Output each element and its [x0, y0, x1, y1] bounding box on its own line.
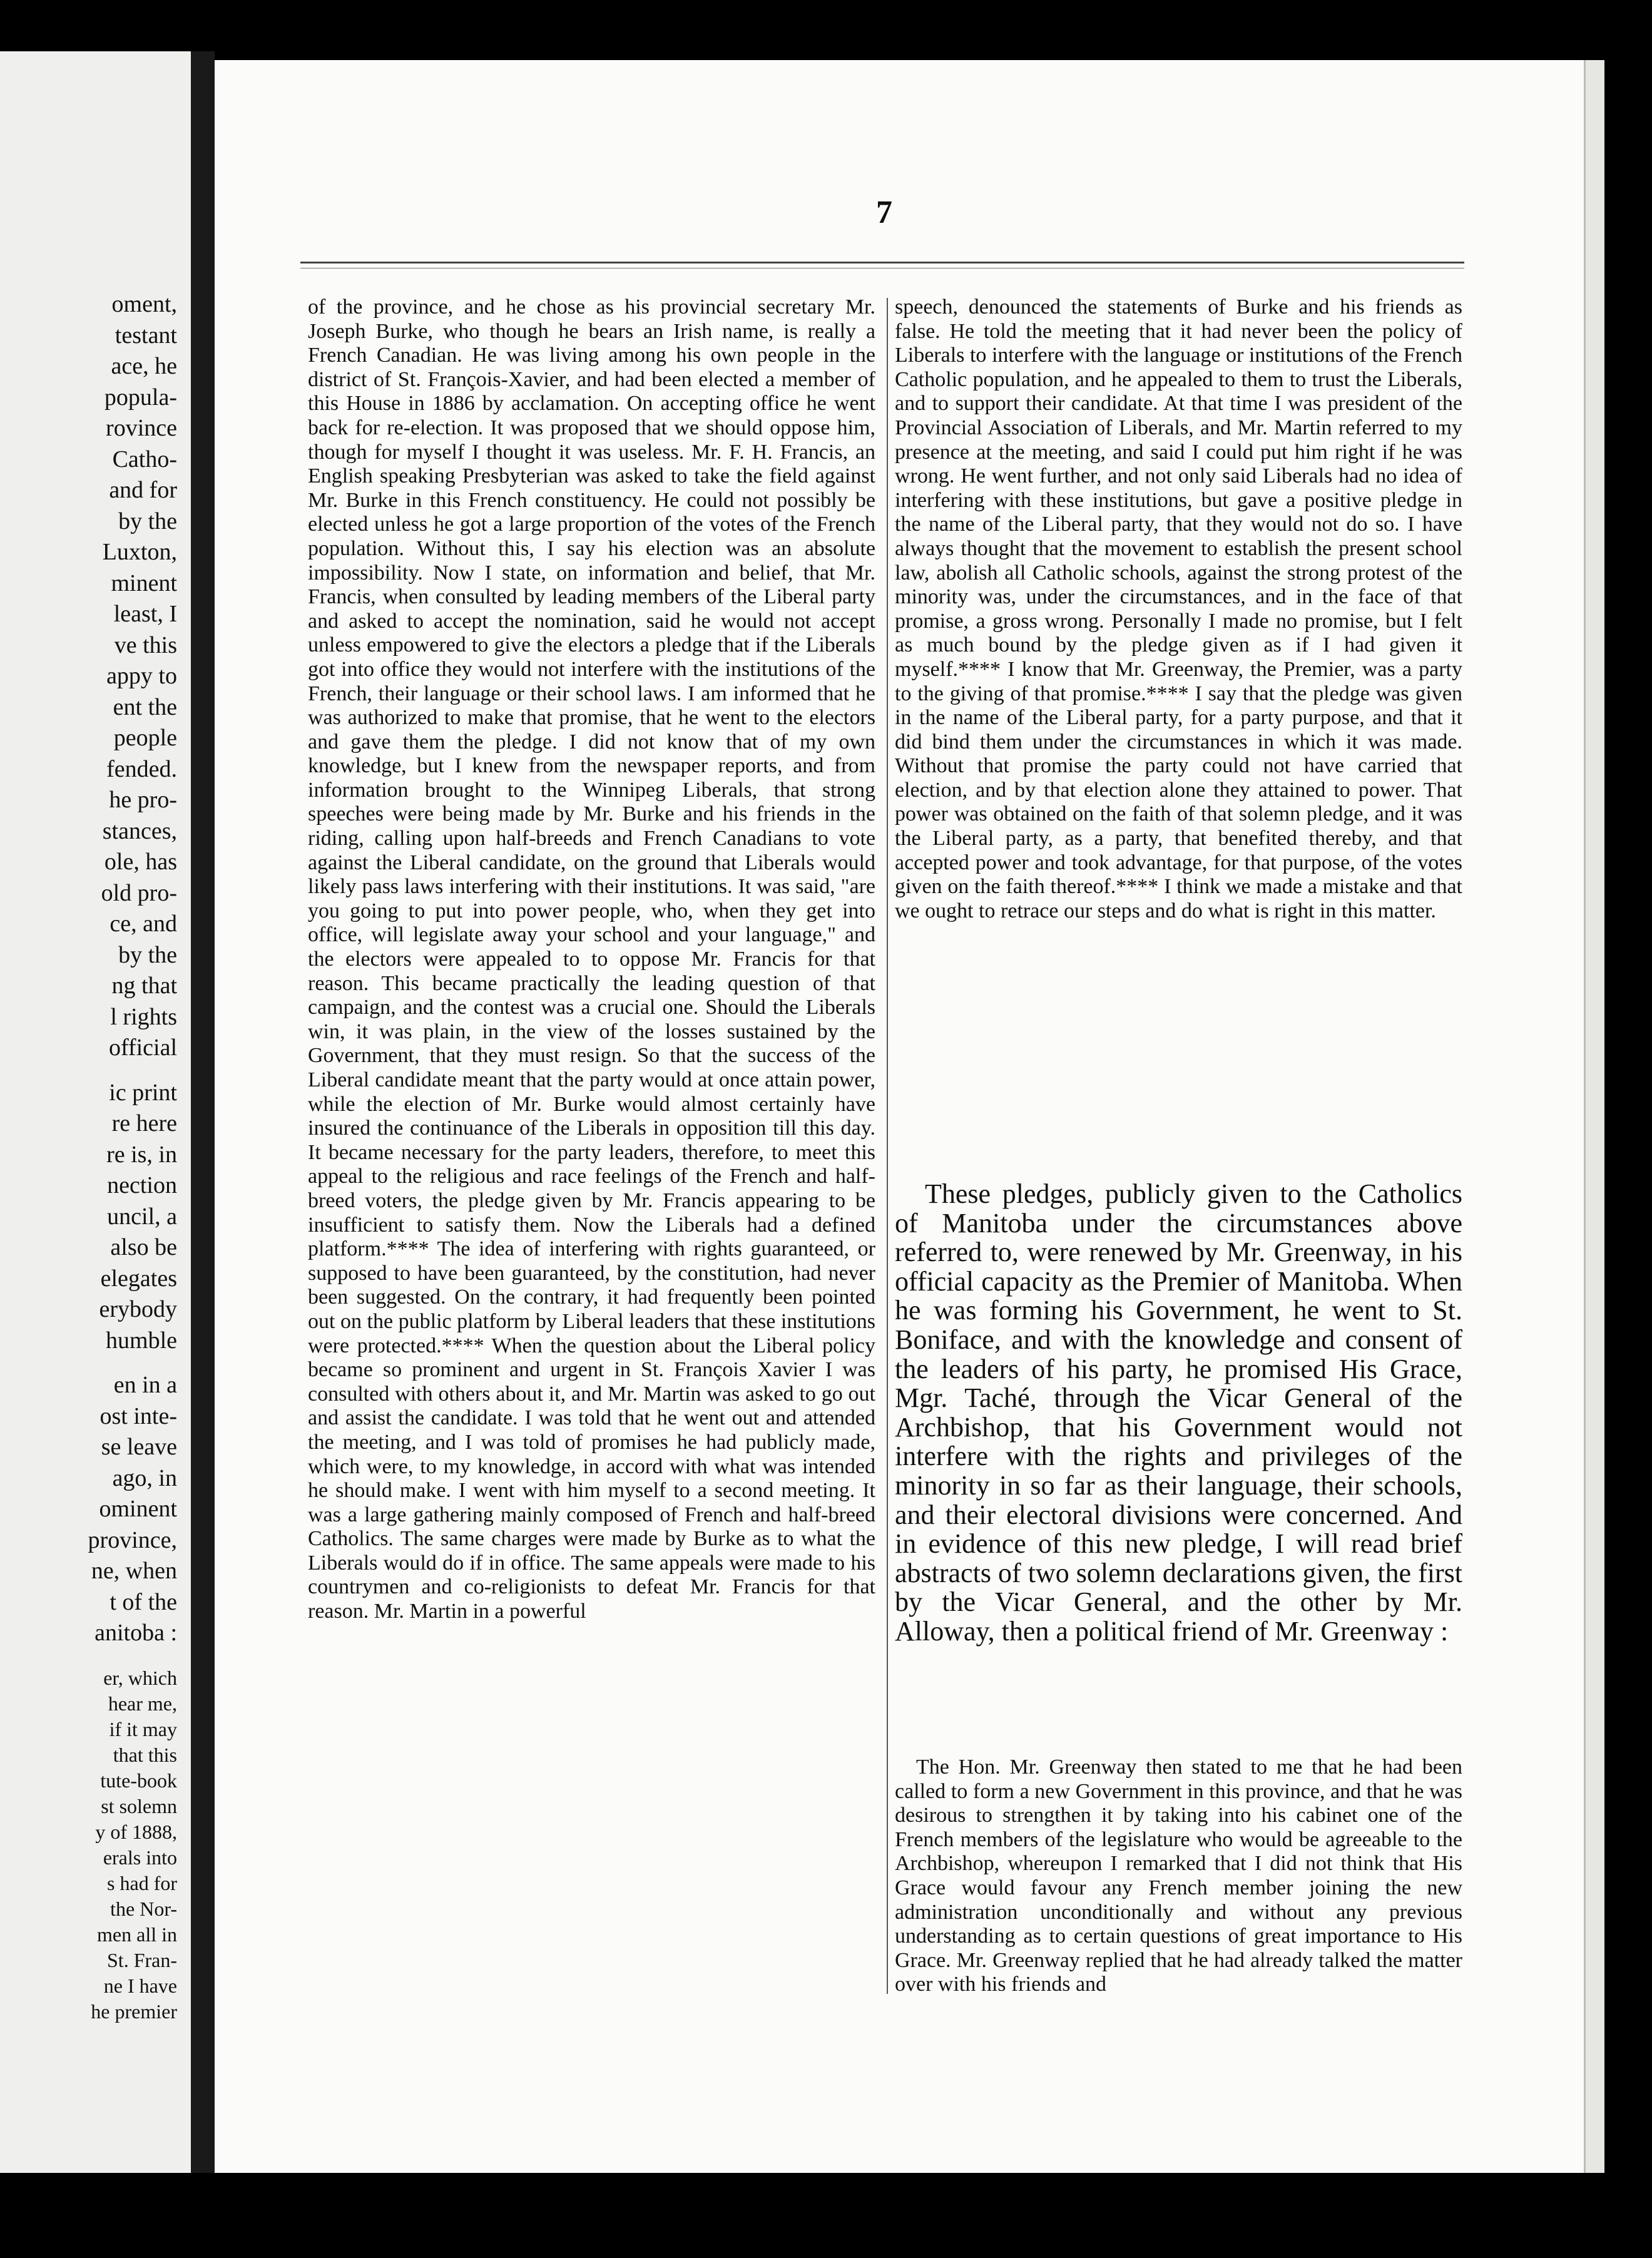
facing-page-line: l rights: [110, 1003, 177, 1030]
facing-page-line: se leave: [101, 1434, 177, 1460]
facing-page-line: the Nor-: [110, 1897, 177, 1920]
facing-page-line: oment,: [111, 291, 177, 317]
facing-page-line: Luxton,: [102, 539, 177, 565]
facing-page-line: fended.: [106, 755, 177, 782]
facing-page-line: humble: [106, 1327, 177, 1354]
facing-page-line: province,: [88, 1526, 177, 1553]
page-edge: [1584, 60, 1604, 2173]
facing-page-line: minent: [111, 570, 177, 596]
quoted-declaration: [895, 1755, 1462, 1997]
facing-page-line: elegates: [100, 1265, 177, 1292]
facing-page-line: en in a: [113, 1372, 177, 1398]
right-column-text: speech, denounced the statements of Burke and his friends as false. He told the meeting that it had never been the policy of Liberals to interfere with the language or institutions of the French Catholic population, and he appealed to them to trust the Liberals, and to support their candidate. At that time I was president of the Provincial Association of Liberals, and Mr. Martin referred to my presence at the meeting, and said I could put him right if he was wrong. He went further, and not only said Liberals had no idea of interfering with these institutions, but gave a positive pledge in the name of the Liberal party, that they would not do so. I have always thought that the movement to establish the present school law, abolish all Catholic schools, against the strong protest of the minority was, under the circumstances, and in the face of that promise, a gross wrong. Personally I made no promise, but I felt as much bound by the pledge given as if I had given it myself.**** I know that Mr. Greenway, the Premier, was a party to the giving of that promise.**** I say that the pledge was given in the name of the Liberal party, for a party purpose, and that it did bind them under the circumstances in which it was made. Without that promise the party could not have carried that election, and by that election alone they attained to power. That power was obtained on the faith of that solemn pledge, and it was the Liberal party, as a party, that benefited thereby, and that accepted power and took advantage, for that purpose, of the votes given on the faith thereof.**** I think we made a mistake and that we ought to retrace our steps and do what is right in this matter.: [895, 295, 1462, 922]
facing-page-line: ominent: [99, 1496, 177, 1522]
facing-page-line: nection: [107, 1172, 177, 1198]
main-paragraph: These pledges, publicly given to the Catholics of Manitoba under the circumstances above referred to, were renewed by Mr. Greenway, in his official capacity as the Premier of Manitoba. When he was forming his Government, he went to St. Boniface, and with the knowledge and consent of the leaders of his party, he promised His Grace, Mgr. Taché, through the Vicar General of the Archbishop, that his Government would not interfere with the rights and privileges of the minority in so far as their language, their schools, and their electoral divisions were concerned. And in evidence of this new pledge, I will read brief abstracts of two solemn declarations given, the first by the Vicar General, and the other by Mr. Alloway, then a political friend of Mr. Greenway :: [895, 1178, 1462, 1647]
main-paragraph-block: [895, 1180, 1462, 1647]
facing-page-line: re is, in: [106, 1141, 177, 1168]
facing-page-line: ic print: [109, 1079, 177, 1106]
facing-page-line: appy to: [106, 663, 177, 689]
facing-page-line: erybody: [99, 1296, 177, 1322]
facing-page-line: people: [113, 725, 177, 751]
facing-page-line: ent the: [113, 693, 177, 720]
facing-page-line: erals into: [103, 1846, 177, 1869]
facing-page-line: also be: [110, 1234, 177, 1260]
column-divider: [887, 298, 888, 1994]
facing-page-line: St. Fran-: [107, 1948, 177, 1971]
facing-page-line: ace, he: [111, 353, 177, 379]
facing-page-line: ago, in: [112, 1464, 177, 1491]
facing-page-line: that this: [113, 1743, 177, 1766]
left-column: [308, 295, 875, 1624]
facing-page-line: y of 1888,: [95, 1820, 177, 1843]
facing-page-line: anitoba :: [94, 1620, 177, 1646]
facing-page-line: testant: [115, 322, 177, 349]
facing-page-line: ve this: [114, 631, 177, 658]
facing-page-line: ng that: [111, 973, 177, 999]
book-gutter: [191, 51, 215, 2173]
facing-page-line: s had for: [107, 1871, 177, 1894]
facing-page-line: by the: [118, 508, 177, 534]
facing-page-line: ce, and: [110, 911, 177, 937]
facing-page-line: official: [108, 1034, 177, 1061]
facing-page-line: stances,: [102, 817, 177, 844]
facing-page-line: he pro-: [109, 787, 177, 813]
facing-page-line: and for: [109, 477, 177, 503]
facing-page-line: old pro-: [101, 879, 177, 906]
facing-page-line: least, I: [113, 601, 177, 627]
page-number: 7: [876, 195, 892, 230]
header-rule: [300, 262, 1464, 263]
facing-page-line: hear me,: [108, 1692, 177, 1715]
facing-page-line: men all in: [97, 1923, 177, 1946]
facing-page-line: re here: [111, 1110, 177, 1137]
facing-page-line: ost inte-: [99, 1402, 177, 1429]
facing-page-line: t of the: [110, 1588, 177, 1615]
facing-page-line: popula-: [104, 384, 177, 411]
facing-page-line: st solemn: [101, 1794, 177, 1817]
facing-page-line: by the: [118, 941, 177, 968]
right-column-continuation: [895, 295, 1462, 923]
facing-page-line: he premier: [91, 2000, 177, 2023]
facing-page-line: if it may: [109, 1717, 177, 1740]
facing-page-line: ole, has: [104, 849, 177, 875]
left-column-text: of the province, and he chose as his provincial secretary Mr. Joseph Burke, who though he bears an Irish name, is really a French Canadian. He was living among his own people in the district of St. François-Xavier, and had been elected a member of this House in 1886 by acclamation. On accepting office he went back for re-election. It was proposed that we should oppose him, though for myself I thought it was useless. Mr. F. H. Francis, an English speaking Presbyterian was asked to take the field against Mr. Burke in this French constituency. He could not possibly be elected unless he got a large proportion of the votes of the French population. Without this, I say his election was an absolute impossibility. Now I state, on information and belief, that Mr. Francis, when consulted by leading members of the Liberal party and asked to accept the nomination, said he would not accept unless empowered to give the electors a pledge that if the Liberals got into office they would not interfere with the institutions of the French, their language or their school laws. I am informed that he was authorized to make that promise, that he went to the electors and gave them the pledge. I did not know that of my own knowledge, but I knew from the newspaper reports, and from information brought to the Winnipeg Liberals, that strong speeches were being made by Mr. Burke and his friends in the riding, calling upon half-breeds and French Canadians to vote against the Liberal candidate, on the ground that Liberals would likely pass laws interfering with their institutions. It was said, "are you going to put into power people, who, when they get into office, will legislate away your school and your language," and the electors were appealed to to oppose Mr. Francis for that reason. This became practically the leading question of that campaign, and the contest was a crucial one. Should the Liberals win, it was plain, in the view of the losses sustained by the Government, that they must resign. So that the success of the Liberal candidate meant that the party would at once attain power, while the election of Mr. Burke would almost certainly have insured the continuance of the Liberals in opposition till this day. It became necessary for the party leaders, therefore, to meet this appeal to the religious and race feelings of the French and half-breed voters, the pledge given by Mr. Francis appearing to be insufficient to satisfy them. Now the Liberals had a defined platform.**** The idea of interfering with rights guaranteed, or supposed to have been guaranteed, by the constitution, had never been suggested. On the contrary, it had frequently been pointed out on the public platform by Liberal leaders that these institutions were protected.**** When the question about the Liberal policy became so prominent and urgent in St. François Xavier I was consulted with others about it, and Mr. Martin was asked to go out and assist the candidate. I was told that he went out and attended the meeting, and I was told of promises he had publicly made, which were, to my knowledge, in accord with what was intended he should make. I went with him myself to a second meeting. It was a large gathering mainly composed of French and half-breed Catholics. The same charges were made by Burke as to what the Liberals would do if in office. The same appeals were made to his countrymen and co-religionists to defeat Mr. Francis for that reason. Mr. Martin in a powerful: [308, 295, 875, 1623]
facing-page-line: Catho-: [112, 446, 177, 473]
facing-page-line: uncil, a: [107, 1203, 177, 1230]
facing-page-line: ne, when: [91, 1558, 177, 1584]
facing-page-line: rovince: [106, 415, 177, 441]
quote-paragraph: The Hon. Mr. Greenway then stated to me that he had been called to form a new Government in this province, and that he was desirous to strengthen it by taking into his cabinet one of the French members of the legislature who would be agreeable to the Archbishop, whereupon I remarked that I did not think that His Grace would favour any French member joining the new administration unconditionally and without any previous understanding as to certain questions of great importance to His Grace. Mr. Greenway replied that he had already talked the matter over with his friends and: [895, 1755, 1462, 1996]
facing-page-line: tute-book: [100, 1769, 177, 1792]
facing-page-line: ne I have: [103, 1974, 177, 1997]
facing-page-fragment: [0, 51, 191, 2173]
facing-page-line: er, which: [103, 1666, 177, 1689]
